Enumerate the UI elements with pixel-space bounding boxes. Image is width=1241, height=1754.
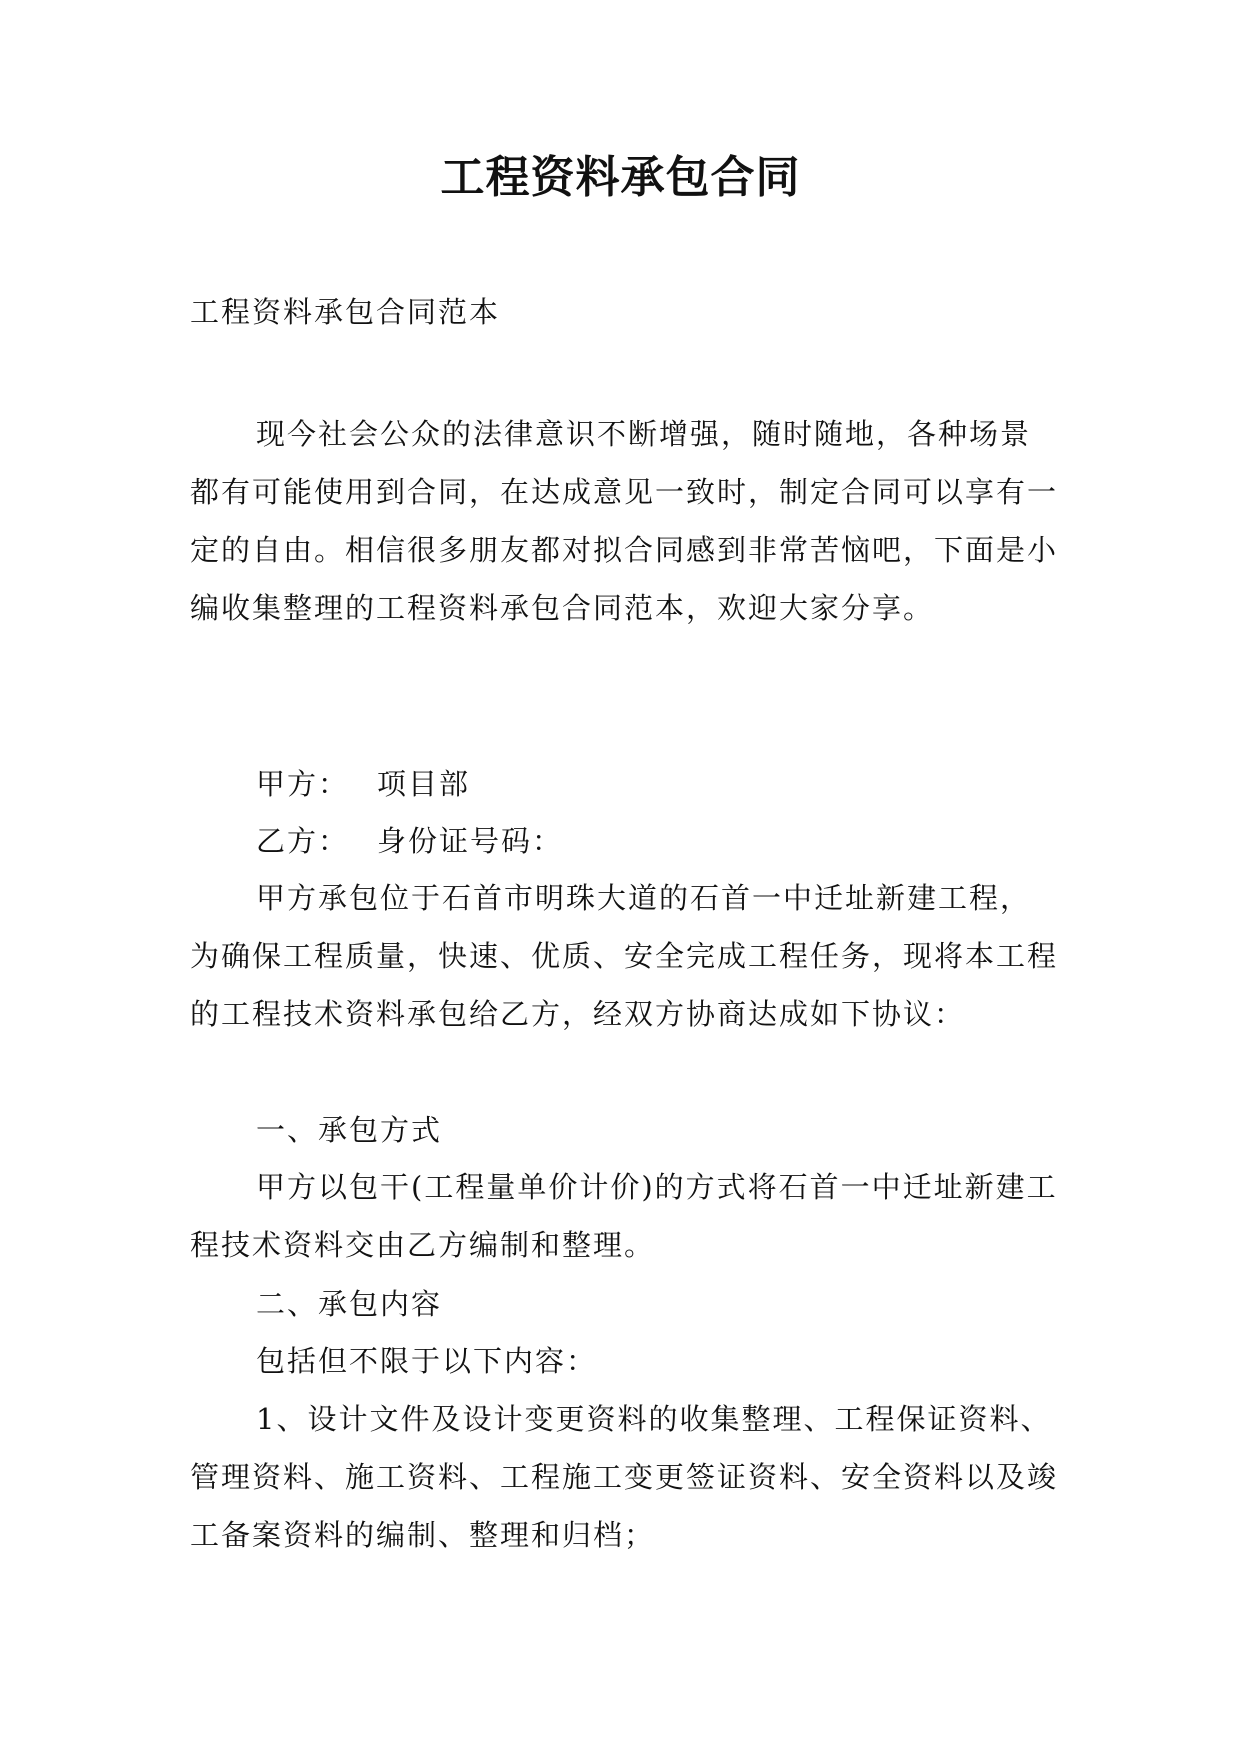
party-a-value: 项目部 — [377, 767, 471, 801]
section-1-text: 甲方以包干(工程量单价计价)的方式将石首一中迁址新建工程技术资料交由乙方编制和整理。 — [190, 1170, 1058, 1262]
document-title: 工程资料承包合同 — [440, 152, 801, 203]
section-2-heading: 二、承包内容 — [256, 1287, 443, 1321]
party-a-label: 甲方： — [256, 767, 350, 801]
section-1-heading: 一、承包方式 — [256, 1113, 443, 1147]
document-subtitle: 工程资料承包合同范本 — [190, 295, 501, 329]
party-b-value: 身份证号码： — [377, 824, 564, 858]
section-2-intro: 包括但不限于以下内容： — [256, 1344, 598, 1378]
list-item: 1、设计文件及设计变更资料的收集整理、工程保证资料、管理资料、施工资料、工程施工变更签证资料、安全资料以及竣工备案资料的编制、整理和归档； — [190, 1402, 1059, 1552]
party-b-label: 乙方： — [256, 824, 350, 858]
intro-paragraph: 现今社会公众的法律意识不断增强，随时随地，各种场景都有可能使用到合同，在达成意见一致时，制定合同可以享有一定的自由。相信很多朋友都对拟合同感到非常苦恼吧，下面是小编收集整理的工程资料承包合同范本，欢迎大家分享。 — [190, 417, 1059, 625]
project-paragraph: 甲方承包位于石首市明珠大道的石首一中迁址新建工程，为确保工程质量，快速、优质、安全完成工程任务，现将本工程的工程技术资料承包给乙方，经双方协商达成如下协议： — [190, 881, 1059, 1031]
party-b-line — [190, 812, 1060, 870]
party-a-line — [190, 755, 1060, 813]
